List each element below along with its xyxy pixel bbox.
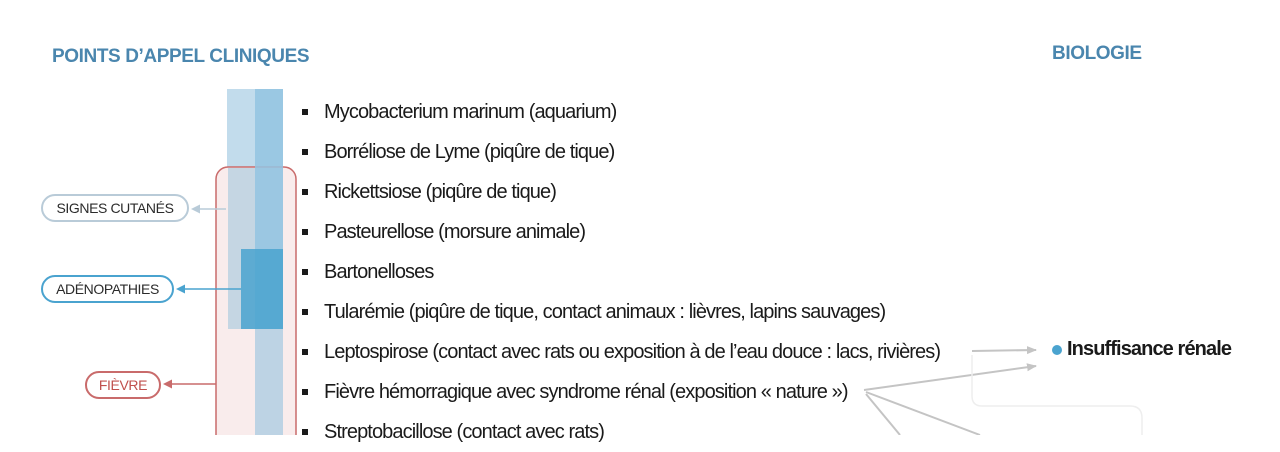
adenopathy-pill: ADÉNOPATHIES xyxy=(41,275,174,303)
bullet-icon xyxy=(302,269,308,275)
list-item xyxy=(302,252,940,292)
list-item xyxy=(302,332,940,372)
fever-arrowhead xyxy=(163,380,172,389)
list-item xyxy=(302,92,940,132)
list-item-label: Bartonelloses xyxy=(324,260,434,283)
bullet-icon xyxy=(302,109,308,115)
biology-item-label: Insuffisance rénale xyxy=(1067,338,1232,360)
list-item-label: Fièvre hémorragique avec syndrome rénal (exposition « nature ») xyxy=(324,380,848,403)
bullet-icon xyxy=(302,389,308,395)
bullet-icon xyxy=(302,149,308,155)
fever-main-overlap xyxy=(255,329,283,435)
list-item xyxy=(302,132,940,172)
list-item xyxy=(302,372,940,412)
skin-signs-pill: SIGNES CUTANÉS xyxy=(41,194,189,222)
skin-arrowhead xyxy=(191,205,200,214)
list-item-label: Rickettsiose (piqûre de tique) xyxy=(324,180,557,203)
list-item-label: Pasteurellose (morsure animale) xyxy=(324,220,586,243)
bullet-icon xyxy=(302,229,308,235)
bullet-icon xyxy=(302,189,308,195)
adenopathy-arrowhead xyxy=(176,285,185,294)
bullet-icon xyxy=(302,429,308,435)
bullet-icon xyxy=(302,309,308,315)
clinical-signs-heading: POINTS D’APPEL CLINIQUES xyxy=(52,46,310,67)
adenopathy-range-bar xyxy=(241,249,283,329)
causes-list xyxy=(302,92,940,452)
biology-heading: BIOLOGIE xyxy=(1052,43,1142,64)
leptospirosis-arrow xyxy=(972,350,1036,351)
list-item xyxy=(302,212,940,252)
biology-frame-line xyxy=(972,355,1142,435)
list-item-label: Streptobacillose (contact avec rats) xyxy=(324,420,604,443)
list-item-label: Borréliose de Lyme (piqûre de tique) xyxy=(324,140,615,163)
bullet-icon xyxy=(302,349,308,355)
list-item xyxy=(302,172,940,212)
list-item xyxy=(302,412,940,452)
fever-pill: FIÈVRE xyxy=(85,371,161,399)
bullet-dot-icon xyxy=(1052,345,1062,355)
biology-item xyxy=(1052,338,1231,361)
list-item-label: Mycobacterium marinum (aquarium) xyxy=(324,100,617,123)
list-item-label: Tularémie (piqûre de tique, contact animaux : lièvres, lapins sauvages) xyxy=(324,300,886,323)
list-item xyxy=(302,292,940,332)
list-item-label: Leptospirose (contact avec rats ou exposition à de l’eau douce : lacs, rivières) xyxy=(324,340,941,363)
